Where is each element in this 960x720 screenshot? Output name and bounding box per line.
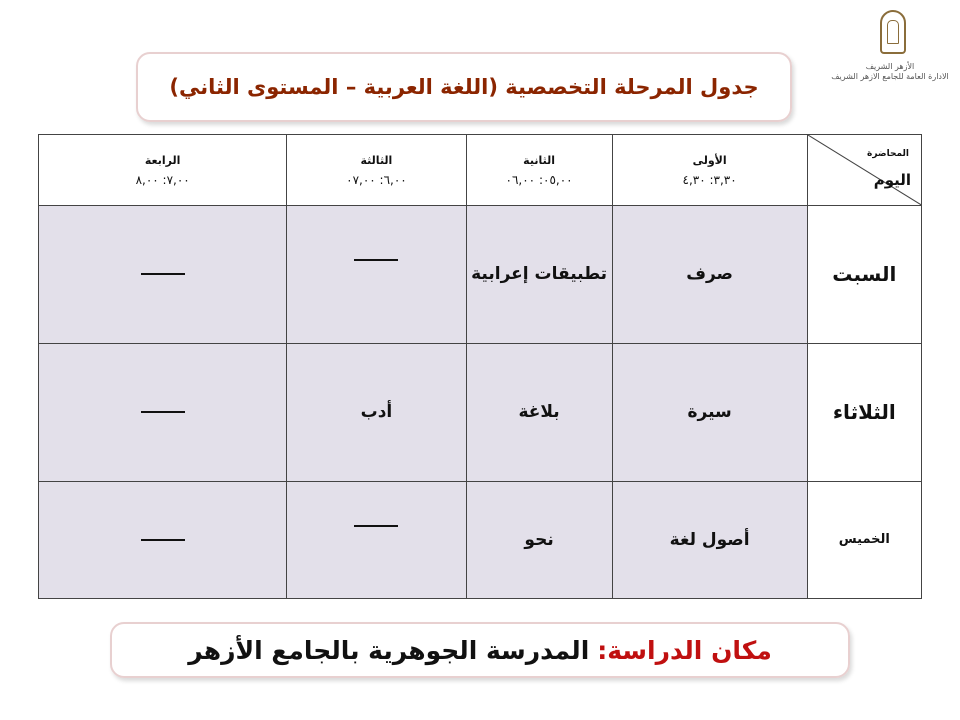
header-lecture-2 (466, 135, 612, 206)
page-title: جدول المرحلة التخصصية (اللغة العربية – المستوى الثاني) (169, 75, 759, 99)
header-lecture-3 (287, 135, 466, 206)
table-row (39, 206, 922, 344)
empty-dash (141, 539, 185, 541)
corner-cell (807, 135, 921, 206)
study-location-label: مكان الدراسة: (597, 635, 772, 665)
lecture-3-time: ٦,٠٠: ٠٧,٠٠ (346, 172, 407, 187)
empty-dash (354, 259, 398, 261)
class-cell: تطبيقات إعرابية (466, 206, 612, 344)
class-cell: صرف (612, 206, 807, 344)
org-line-2: الادارة العامة للجامع الازهر الشريف (831, 72, 949, 81)
al-azhar-logo (880, 10, 906, 54)
empty-slot (39, 206, 287, 344)
empty-slot (39, 343, 287, 481)
class-cell: نحو (466, 481, 612, 598)
lecture-4-name: الرابعة (144, 153, 181, 167)
title-box (136, 52, 792, 122)
class-cell: سيرة (612, 343, 807, 481)
table-row (39, 343, 922, 481)
lecture-3-name: الثالثة (360, 153, 393, 167)
empty-slot (287, 481, 466, 598)
class-cell: بلاغة (466, 343, 612, 481)
diagonal-divider (808, 135, 921, 205)
class-cell: أدب (287, 343, 466, 481)
day-tuesday: الثلاثاء (807, 343, 921, 481)
empty-slot (287, 206, 466, 344)
study-location-box (110, 622, 850, 678)
empty-slot (39, 481, 287, 598)
table-row (39, 481, 922, 598)
corner-lecture-label: المحاضرة (867, 149, 909, 159)
lecture-1-name: الأولى (692, 153, 727, 167)
day-thursday: الخميس (807, 481, 921, 598)
day-saturday: السبت (807, 206, 921, 344)
empty-dash (141, 273, 185, 275)
class-cell: أصول لغة (612, 481, 807, 598)
header-lecture-4 (39, 135, 287, 206)
empty-dash (141, 411, 185, 413)
empty-dash (354, 525, 398, 527)
header-row (39, 135, 922, 206)
study-location-value: المدرسة الجوهرية بالجامع الأزهر (188, 635, 590, 665)
lecture-4-time: ٧,٠٠: ٨,٠٠ (135, 172, 190, 187)
lecture-2-name: الثانية (523, 153, 555, 167)
schedule-table (38, 134, 922, 599)
organization-name (822, 62, 958, 82)
org-line-1: الأزهر الشريف (865, 62, 915, 71)
header-lecture-1 (612, 135, 807, 206)
lecture-1-time: ٣,٣٠: ٤,٣٠ (682, 172, 737, 187)
corner-day-label: اليوم (873, 171, 911, 189)
lecture-2-time: ٠٥,٠٠: ٠٦,٠٠ (505, 172, 573, 187)
